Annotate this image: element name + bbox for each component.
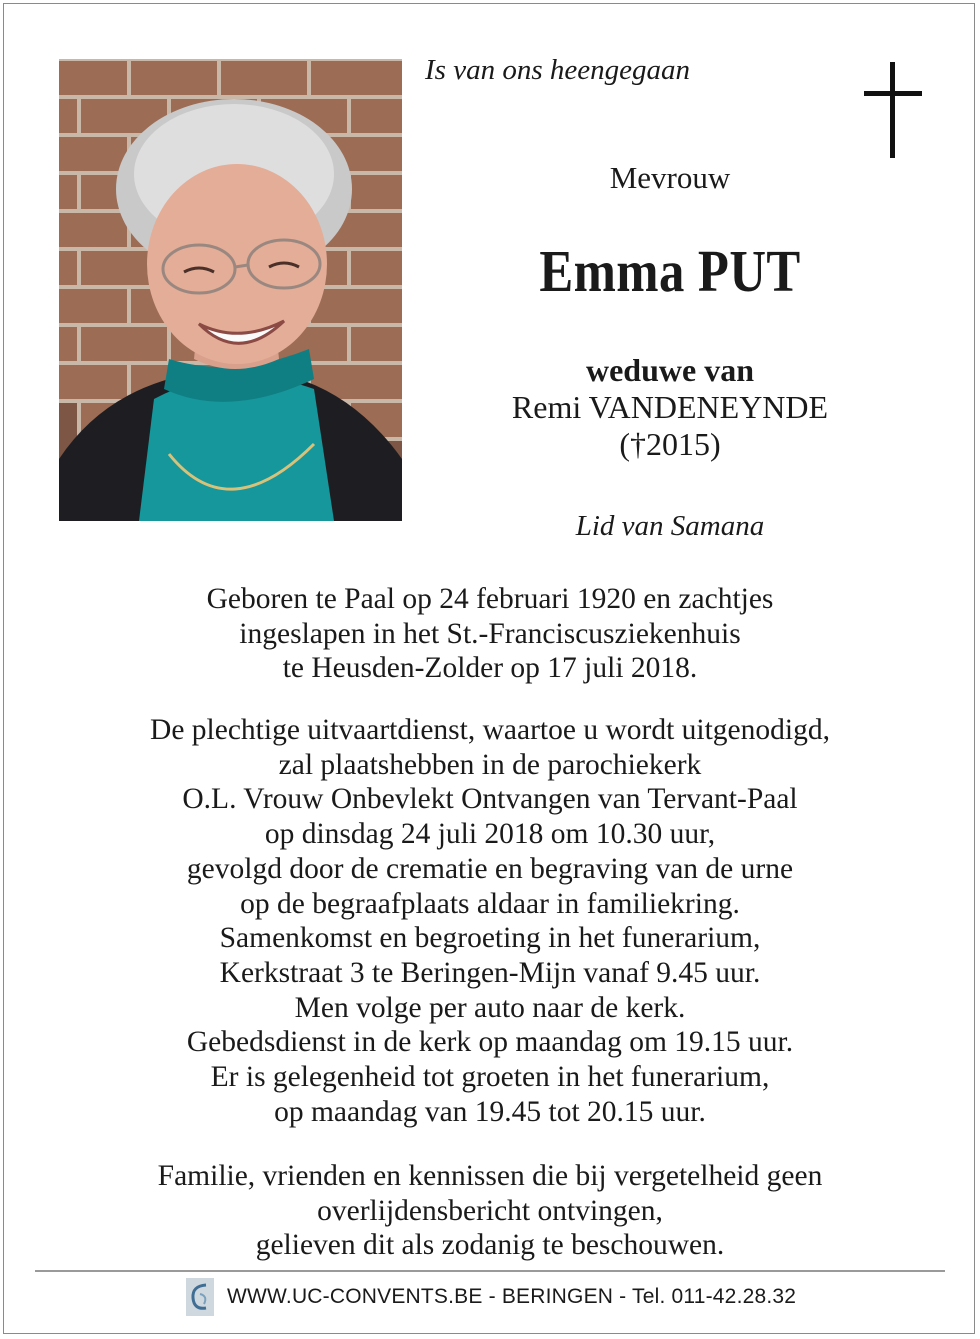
text-line: O.L. Vrouw Onbevlekt Ontvangen van Tervant-Paal — [182, 783, 798, 816]
text-line: Familie, vrienden en kennissen die bij vergetelheid geen — [157, 1160, 823, 1192]
text-line: op dinsdag 24 juli 2018 om 10.30 uur, — [264, 818, 716, 851]
footer-contact[interactable]: WWW.UC-CONVENTS.BE - BERINGEN - Tel. 011-42.28.32 — [227, 1285, 797, 1308]
cross-icon — [864, 62, 922, 158]
text-line: De plechtige uitvaartdienst, waartoe u wordt uitgenodigd, — [150, 714, 830, 746]
text-line: Samenkomst en begroeting in het funerarium, — [219, 922, 761, 955]
birth-paragraph — [30, 582, 950, 686]
text-line: op maandag van 19.45 tot 20.15 uur. — [274, 1095, 706, 1128]
text-line: op de begraafplaats aldaar in familiekring. — [240, 887, 740, 920]
footer-divider — [35, 1270, 945, 1272]
deceased-name: Emma PUT — [539, 238, 801, 304]
text-line: Er is gelegenheid tot groeten in het funerarium, — [210, 1061, 770, 1094]
spouse-prefix: weduwe van — [585, 352, 754, 388]
spouse-death-year: (†2015) — [619, 426, 721, 462]
text-line: Geboren te Paal op 24 februari 1920 en zachtjes — [206, 583, 774, 615]
text-line: zal plaatshebben in de parochiekerk — [278, 748, 702, 781]
spouse-name: Remi VANDENEYNDE — [511, 389, 829, 425]
text-line: gevolgd door de crematie en begraving van de urne — [186, 852, 794, 885]
text-line: Kerkstraat 3 te Beringen-Mijn vanaf 9.45 uur. — [219, 956, 761, 989]
footer — [186, 1277, 796, 1317]
text-line: ingeslapen in het St.-Franciscusziekenhuis — [239, 617, 741, 650]
honorific: Mevrouw — [609, 160, 731, 195]
text-line: te Heusden-Zolder op 17 juli 2018. — [282, 652, 698, 685]
service-paragraph — [30, 713, 950, 1129]
uc-convents-logo-icon — [186, 1278, 214, 1316]
text-line: Men volge per auto naar de kerk. — [294, 991, 686, 1024]
intro-text: Is van ons heengegaan — [425, 54, 690, 86]
text-line: gelieven dit als zodanig te beschouwen. — [255, 1229, 725, 1262]
portrait-photo — [59, 59, 402, 521]
spouse-block — [430, 352, 910, 463]
text-line: Gebedsdienst in de kerk op maandag om 19.15 uur. — [186, 1026, 794, 1059]
closing-paragraph — [30, 1159, 950, 1263]
text-line: overlijdensbericht ontvingen, — [317, 1194, 663, 1227]
membership: Lid van Samana — [575, 510, 765, 542]
